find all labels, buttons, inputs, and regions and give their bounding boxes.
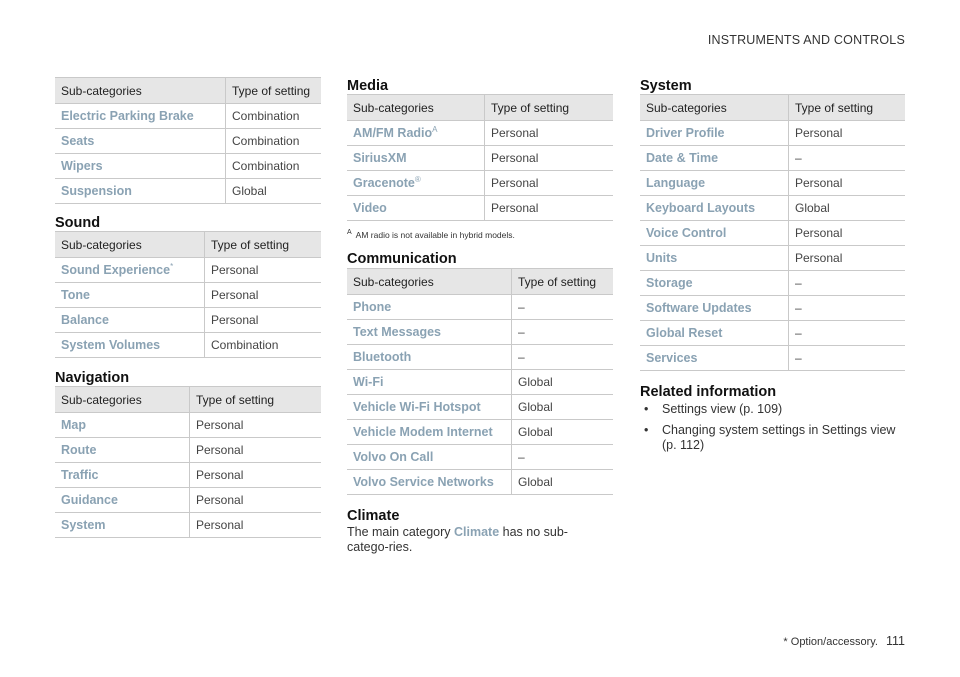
- type-of-setting-header: Type of setting: [205, 232, 322, 258]
- sub-category-name: System: [61, 518, 106, 532]
- table-row: [55, 154, 321, 179]
- related-information-list: [640, 402, 902, 459]
- sub-category-cell: [347, 196, 485, 221]
- setting-type-cell: Personal: [190, 413, 322, 438]
- sub-category-cell: [347, 146, 485, 171]
- vehicle-settings-table: [55, 77, 321, 204]
- sub-category-cell: [640, 171, 789, 196]
- sub-category-name: Keyboard Layouts: [646, 201, 756, 215]
- setting-type-cell: Personal: [485, 146, 614, 171]
- table-row: [640, 221, 905, 246]
- sub-category-name: Driver Profile: [646, 126, 725, 140]
- type-of-setting-header: Type of setting: [512, 269, 614, 295]
- table-row: [640, 121, 905, 146]
- sub-category-cell: [55, 513, 190, 538]
- sub-category-name: AM/FM Radio: [353, 126, 433, 141]
- table-row: [347, 320, 613, 345]
- table-row: [55, 333, 321, 358]
- setting-type-cell: –: [789, 146, 906, 171]
- table-row: [55, 413, 321, 438]
- sub-category-cell: [347, 395, 512, 420]
- sub-category-name: Video: [353, 201, 387, 215]
- sub-category-cell: [640, 196, 789, 221]
- table-row: [640, 321, 905, 346]
- setting-type-cell: –: [512, 320, 614, 345]
- sub-category-cell: [347, 370, 512, 395]
- sub-categories-header: Sub-categories: [347, 269, 512, 295]
- sub-category-cell: [55, 333, 205, 358]
- setting-type-cell: Personal: [485, 121, 614, 146]
- sub-category-cell: [55, 258, 205, 283]
- sub-category-name: Volvo Service Networks: [353, 475, 494, 489]
- setting-type-cell: Personal: [485, 171, 614, 196]
- sub-category-cell: [55, 104, 226, 129]
- table-row: [640, 171, 905, 196]
- sub-category-name: Units: [646, 251, 678, 265]
- sub-category-cell: [347, 445, 512, 470]
- setting-type-cell: Personal: [485, 196, 614, 221]
- sub-categories-header: Sub-categories: [55, 387, 190, 413]
- setting-type-cell: Personal: [789, 221, 906, 246]
- sub-category-cell: [347, 420, 512, 445]
- sub-category-name: Seats: [61, 134, 95, 148]
- setting-type-cell: Personal: [190, 513, 322, 538]
- option-accessory-note: * Option/accessory.: [783, 636, 878, 648]
- sub-category-cell: [347, 171, 485, 196]
- sub-category-name: Balance: [61, 313, 109, 327]
- footnote-marker: ®: [414, 175, 421, 185]
- sub-category-cell: [55, 129, 226, 154]
- sub-category-name: Suspension: [61, 184, 132, 198]
- sub-category-cell: [347, 345, 512, 370]
- setting-type-cell: Personal: [789, 121, 906, 146]
- type-of-setting-header: Type of setting: [190, 387, 322, 413]
- navigation-table: [55, 386, 321, 538]
- sub-category-cell: [640, 271, 789, 296]
- sub-category-cell: [55, 179, 226, 204]
- setting-type-cell: Personal: [789, 246, 906, 271]
- sub-category-cell: [347, 295, 512, 320]
- sub-category-cell: [55, 283, 205, 308]
- setting-type-cell: –: [512, 445, 614, 470]
- footnote-marker: A: [432, 125, 438, 135]
- type-of-setting-header: Type of setting: [485, 95, 614, 121]
- type-of-setting-header: Type of setting: [789, 95, 906, 121]
- setting-type-cell: Global: [512, 420, 614, 445]
- setting-type-cell: –: [789, 296, 906, 321]
- table-row: [55, 488, 321, 513]
- climate-text-end: has no sub-catego-ries.: [347, 525, 568, 554]
- sub-category-name: Date & Time: [646, 151, 719, 165]
- setting-type-cell: Combination: [226, 154, 322, 179]
- sub-category-name: Guidance: [61, 493, 118, 507]
- setting-type-cell: Personal: [205, 308, 322, 333]
- sub-category-cell: [347, 320, 512, 345]
- related-link-settings-view[interactable]: • Settings view (p. 109): [640, 402, 902, 417]
- sub-category-name: Vehicle Wi-Fi Hotspot: [353, 400, 481, 414]
- sub-category-name: Language: [646, 176, 706, 190]
- table-row: [55, 258, 321, 283]
- sound-table: [55, 231, 321, 358]
- media-heading: Media: [347, 78, 389, 94]
- table-row: [640, 196, 905, 221]
- table-row: [640, 271, 905, 296]
- page-footer: [783, 634, 905, 648]
- communication-heading: Communication: [347, 251, 457, 267]
- setting-type-cell: Personal: [190, 438, 322, 463]
- table-row: [347, 295, 613, 320]
- footnote-text: AM radio is not available in hybrid models.: [355, 229, 515, 240]
- related-link-changing-system-settings[interactable]: • Changing system settings in Settings view (p. 112): [640, 423, 902, 453]
- sub-category-cell: [640, 221, 789, 246]
- sub-category-cell: [55, 154, 226, 179]
- sub-category-cell: [347, 470, 512, 495]
- setting-type-cell: –: [789, 346, 906, 371]
- table-row: [55, 438, 321, 463]
- sub-category-name: Global Reset: [646, 326, 723, 340]
- sub-category-name: Software Updates: [646, 301, 752, 315]
- sub-category-name: Storage: [646, 276, 693, 290]
- sub-category-name: Text Messages: [353, 325, 442, 339]
- sub-category-name: Wipers: [61, 159, 103, 173]
- sub-category-name: Electric Parking Brake: [61, 109, 194, 123]
- table-row: [55, 179, 321, 204]
- climate-heading: Climate: [347, 508, 400, 524]
- communication-table: [347, 268, 613, 495]
- sub-category-name: Voice Control: [646, 226, 727, 240]
- setting-type-cell: Combination: [226, 129, 322, 154]
- table-row: [640, 296, 905, 321]
- setting-type-cell: Personal: [205, 258, 322, 283]
- table-row: [55, 283, 321, 308]
- page-number: 111: [885, 634, 905, 648]
- sub-categories-header: Sub-categories: [640, 95, 789, 121]
- setting-type-cell: –: [789, 321, 906, 346]
- sub-category-cell: [55, 413, 190, 438]
- sub-category-cell: [640, 321, 789, 346]
- sub-category-name: Services: [646, 351, 698, 365]
- setting-type-cell: Global: [226, 179, 322, 204]
- sub-category-name: Tone: [61, 288, 90, 302]
- table-row: [55, 129, 321, 154]
- sub-category-cell: [640, 346, 789, 371]
- sub-category-name: Sound Experience: [61, 263, 171, 278]
- sub-category-name: System Volumes: [61, 338, 161, 352]
- sub-category-cell: [640, 246, 789, 271]
- navigation-heading: Navigation: [55, 370, 130, 386]
- related-information-heading: Related information: [640, 384, 777, 400]
- table-row: [55, 308, 321, 333]
- setting-type-cell: Personal: [205, 283, 322, 308]
- setting-type-cell: Global: [512, 470, 614, 495]
- table-row: [640, 146, 905, 171]
- sub-category-name: Volvo On Call: [353, 450, 434, 464]
- table-row: [347, 146, 613, 171]
- sub-category-name: Bluetooth: [353, 350, 412, 364]
- table-row: [347, 370, 613, 395]
- table-row: [347, 121, 613, 146]
- setting-type-cell: –: [512, 345, 614, 370]
- setting-type-cell: Personal: [190, 463, 322, 488]
- media-footnote: [347, 229, 515, 240]
- sub-category-name: Route: [61, 443, 97, 457]
- sub-categories-header: Sub-categories: [55, 78, 226, 104]
- sub-categories-header: Sub-categories: [347, 95, 485, 121]
- sub-category-cell: [640, 146, 789, 171]
- sub-category-cell: [55, 488, 190, 513]
- type-of-setting-header: Type of setting: [226, 78, 322, 104]
- system-heading: System: [640, 78, 692, 94]
- setting-type-cell: Combination: [205, 333, 322, 358]
- table-row: [640, 246, 905, 271]
- setting-type-cell: Combination: [226, 104, 322, 129]
- table-row: [347, 445, 613, 470]
- sub-category-cell: [640, 296, 789, 321]
- climate-paragraph: [347, 525, 609, 555]
- sub-category-cell: [347, 121, 485, 146]
- setting-type-cell: Global: [512, 370, 614, 395]
- sub-category-name: Map: [61, 418, 86, 432]
- sub-category-name: SiriusXM: [353, 151, 407, 165]
- table-row: [55, 463, 321, 488]
- climate-text: The main category: [347, 525, 454, 539]
- media-table: [347, 94, 613, 221]
- table-row: [640, 346, 905, 371]
- footnote-marker: *: [170, 262, 174, 272]
- sound-heading: Sound: [55, 215, 101, 231]
- sub-category-cell: [55, 463, 190, 488]
- setting-type-cell: –: [789, 271, 906, 296]
- sub-category-name: Wi-Fi: [353, 375, 384, 389]
- setting-type-cell: Global: [512, 395, 614, 420]
- sub-category-cell: [640, 121, 789, 146]
- table-row: [347, 470, 613, 495]
- sub-category-cell: [55, 308, 205, 333]
- table-row: [347, 345, 613, 370]
- sub-categories-header: Sub-categories: [55, 232, 205, 258]
- setting-type-cell: Global: [789, 196, 906, 221]
- table-row: [55, 513, 321, 538]
- setting-type-cell: –: [512, 295, 614, 320]
- system-table: [640, 94, 905, 371]
- footnote-mark: A: [347, 229, 352, 236]
- table-row: [347, 171, 613, 196]
- sub-category-name: Traffic: [61, 468, 99, 482]
- setting-type-cell: Personal: [789, 171, 906, 196]
- sub-category-cell: [55, 438, 190, 463]
- setting-type-cell: Personal: [190, 488, 322, 513]
- table-row: [347, 395, 613, 420]
- climate-keyword: Climate: [454, 525, 500, 539]
- sub-category-name: Vehicle Modem Internet: [353, 425, 493, 439]
- table-row: [347, 420, 613, 445]
- table-row: [347, 196, 613, 221]
- running-header: INSTRUMENTS AND CONTROLS: [707, 33, 905, 47]
- sub-category-name: Gracenote: [353, 176, 415, 191]
- table-row: [55, 104, 321, 129]
- sub-category-name: Phone: [353, 300, 392, 314]
